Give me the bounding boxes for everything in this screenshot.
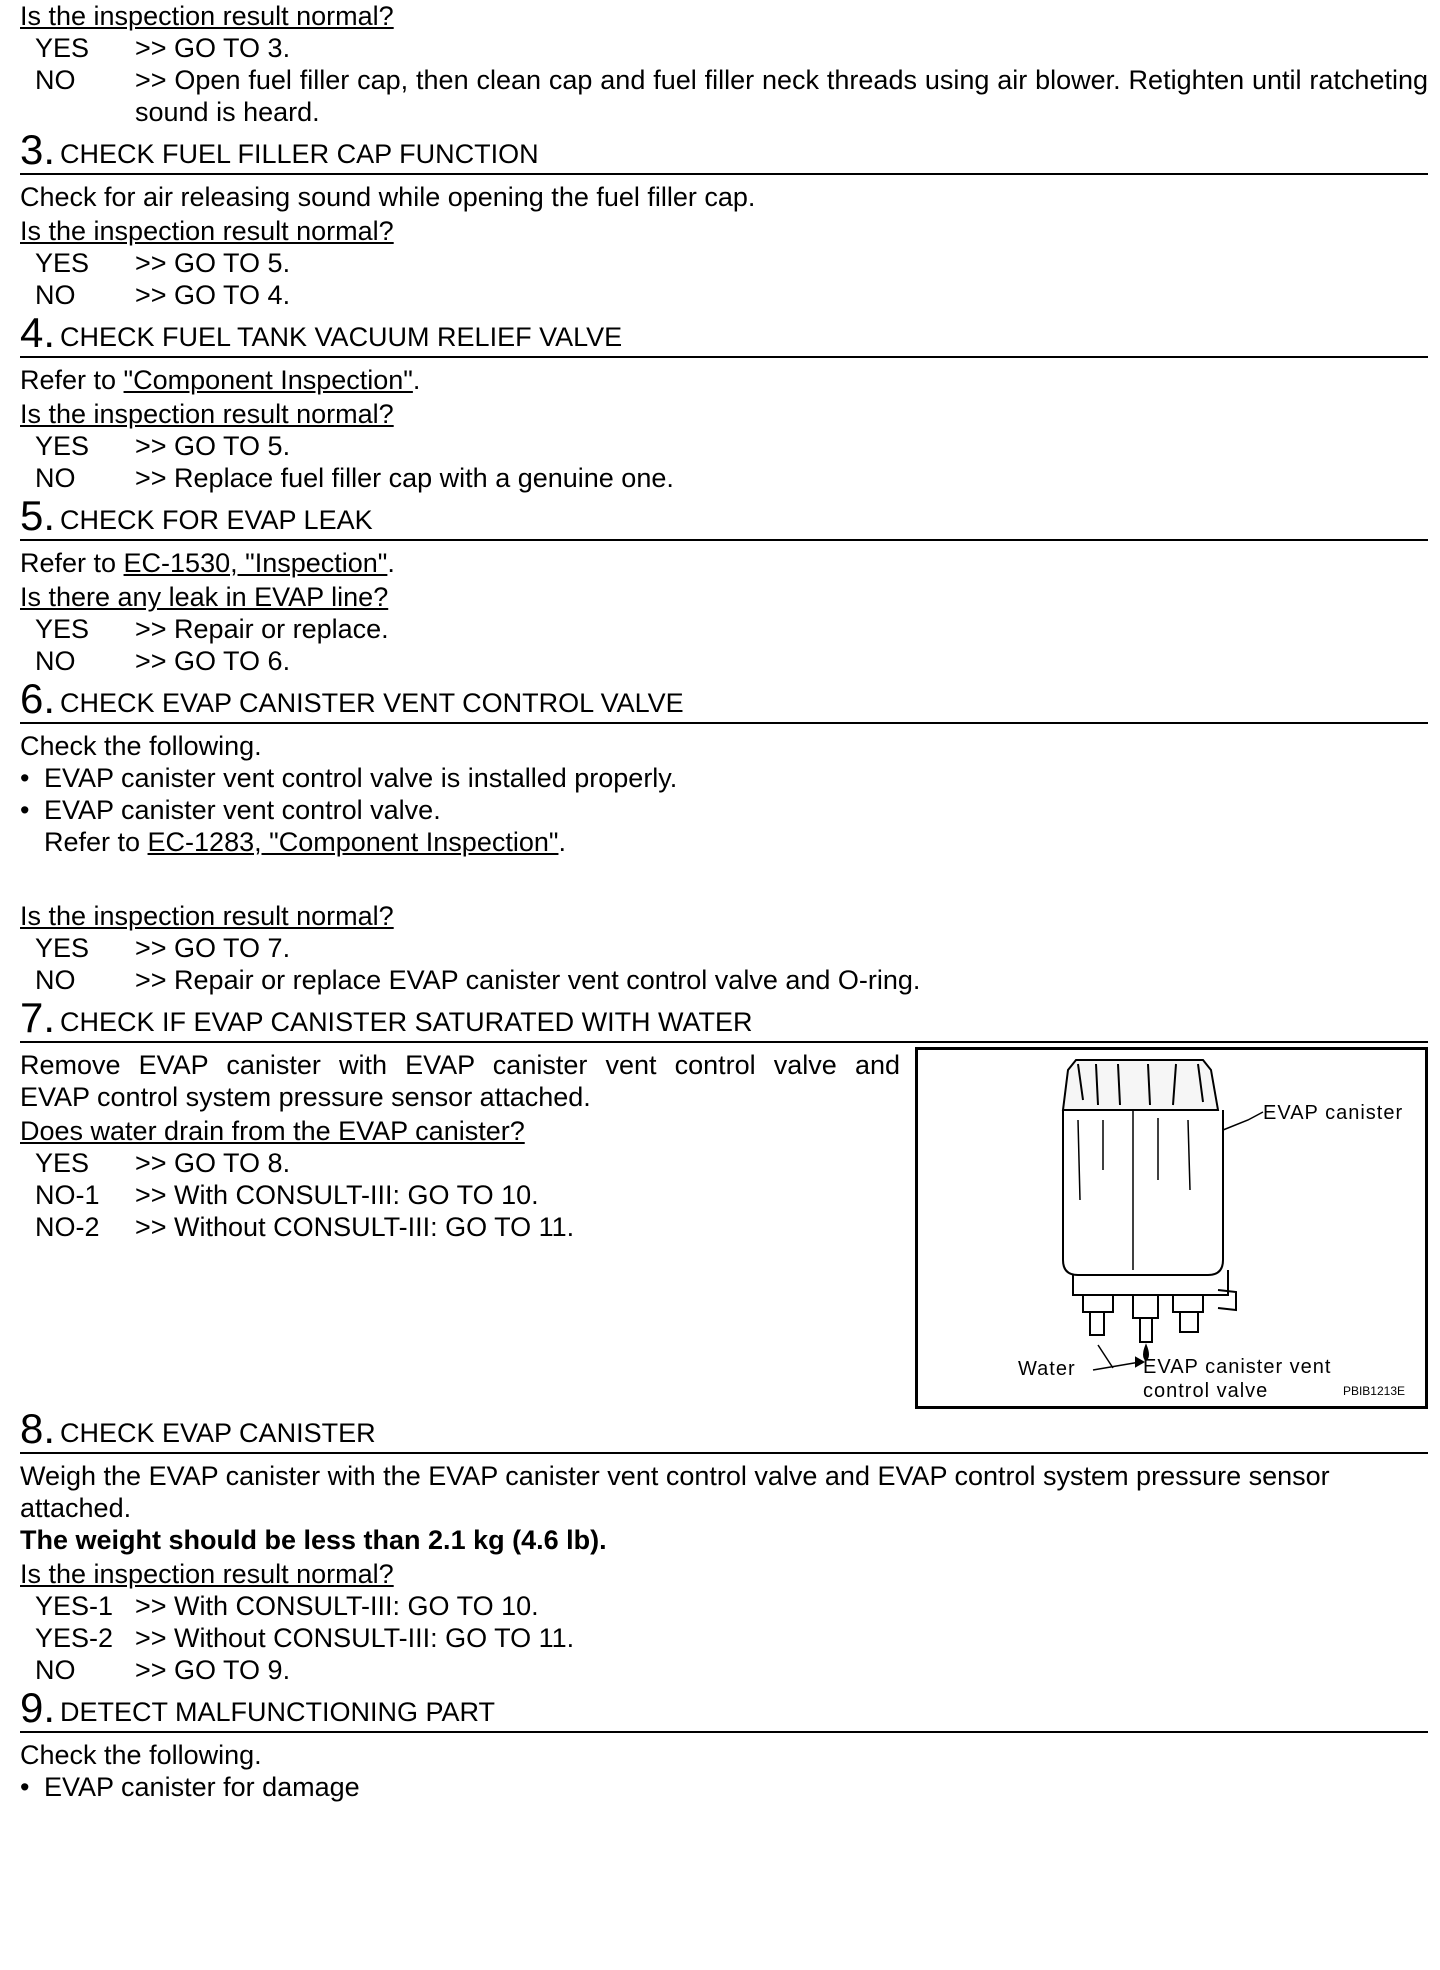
option-yes <box>20 247 1428 279</box>
option-no <box>20 279 1428 311</box>
option-yes-1 <box>20 1590 1428 1622</box>
option-key: YES-2 <box>35 1623 114 1653</box>
option-yes <box>20 932 1428 964</box>
label-valve-line1: EVAP canister vent <box>1143 1356 1332 1378</box>
option-no <box>20 462 1428 494</box>
option-action: >> GO TO 6. <box>135 646 291 676</box>
option-key: NO <box>35 965 76 995</box>
label-water: Water <box>1018 1358 1076 1380</box>
step-number: 7. <box>20 994 56 1041</box>
step-number: 9. <box>20 1684 56 1731</box>
step-title: CHECK FOR EVAP LEAK <box>60 505 373 535</box>
option-key: NO <box>35 65 76 95</box>
option-key: NO <box>35 646 76 676</box>
option-no <box>20 645 1428 677</box>
step-text: Check the following. <box>20 1740 262 1770</box>
option-key: NO <box>35 280 76 310</box>
ec-1283-link[interactable]: EC-1283, "Component Inspection" <box>147 827 559 857</box>
step-number: 6. <box>20 675 56 722</box>
step-title: CHECK FUEL FILLER CAP FUNCTION <box>60 139 539 169</box>
step-text: Remove EVAP canister with EVAP canister vent control valve and <box>20 1050 900 1080</box>
option-action: >> Without CONSULT-III: GO TO 11. <box>135 1623 575 1653</box>
step7-text-column <box>20 1049 900 1409</box>
question: Is the inspection result normal? <box>20 216 394 246</box>
refer-text: Refer to <box>20 365 124 395</box>
refer-line <box>20 826 1428 858</box>
option-key: YES <box>35 933 90 963</box>
step-header-9 <box>20 1686 1428 1733</box>
option-yes <box>20 1147 900 1179</box>
option-no <box>20 964 1428 996</box>
option-no <box>20 1654 1428 1686</box>
option-action: >> GO TO 5. <box>135 431 291 461</box>
option-key: YES <box>35 248 90 278</box>
option-key: YES-1 <box>35 1591 114 1621</box>
step-text: EVAP control system pressure sensor attached. <box>20 1082 591 1112</box>
figure-id: PBIB1213E <box>1342 1384 1405 1398</box>
bullet-icon: • <box>20 795 30 825</box>
step-header-7 <box>20 996 1428 1043</box>
option-key: NO <box>35 1655 76 1685</box>
step-header-3 <box>20 128 1428 175</box>
option-key: NO-1 <box>35 1180 100 1210</box>
refer-text: Refer to <box>44 827 148 857</box>
step-title: CHECK IF EVAP CANISTER SATURATED WITH WATER <box>60 1007 753 1037</box>
step-header-8 <box>20 1407 1428 1454</box>
step7-body <box>20 1049 1428 1409</box>
bullet-item <box>20 794 1428 826</box>
evap-canister-figure <box>915 1047 1428 1409</box>
refer-text: Refer to <box>20 548 124 578</box>
option-action: >> GO TO 7. <box>135 933 291 963</box>
option-no <box>20 64 1428 128</box>
step-title: DETECT MALFUNCTIONING PART <box>60 1697 496 1727</box>
option-action: >> GO TO 8. <box>135 1148 291 1178</box>
step-header-5 <box>20 494 1428 541</box>
option-action: >> With CONSULT-III: GO TO 10. <box>135 1591 539 1621</box>
refer-line <box>20 364 1428 396</box>
option-action: >> Replace fuel filler cap with a genuine one. <box>135 463 674 493</box>
step-title: CHECK EVAP CANISTER VENT CONTROL VALVE <box>60 688 684 718</box>
step-text: Check for air releasing sound while opening the fuel filler cap. <box>20 182 756 212</box>
step-header-4 <box>20 311 1428 358</box>
option-action: >> GO TO 4. <box>135 280 291 310</box>
question: Is the inspection result normal? <box>20 1559 394 1589</box>
step-title: CHECK EVAP CANISTER <box>60 1418 376 1448</box>
option-key: YES <box>35 614 90 644</box>
bullet-icon: • <box>20 1772 30 1802</box>
bullet-text: EVAP canister vent control valve. <box>44 795 441 825</box>
step-number: 8. <box>20 1405 56 1452</box>
refer-end: . <box>412 365 421 395</box>
step-text: Weigh the EVAP canister with the EVAP canister vent control valve and EVAP control system pressure sensor attached. <box>20 1461 1330 1523</box>
refer-end: . <box>387 548 395 578</box>
question: Is there any leak in EVAP line? <box>20 582 389 612</box>
option-action: >> GO TO 9. <box>135 1655 291 1685</box>
bullet-text: EVAP canister vent control valve is installed properly. <box>44 763 678 793</box>
option-yes-2 <box>20 1622 1428 1654</box>
option-key: NO <box>35 463 76 493</box>
refer-line <box>20 547 1428 579</box>
step-number: 4. <box>20 309 56 356</box>
option-action: >> Repair or replace. <box>135 614 389 644</box>
weight-spec: The weight should be less than 2.1 kg (4.6 lb). <box>20 1525 607 1555</box>
ec-1530-link[interactable]: EC-1530, "Inspection" <box>123 548 388 578</box>
bullet-item <box>20 1771 1428 1803</box>
option-action: >> Open fuel filler cap, then clean cap and fuel filler neck threads using air blower. Retighten until ratcheting sound is heard. <box>135 65 1428 127</box>
option-action: >> GO TO 5. <box>135 248 291 278</box>
option-key: YES <box>35 431 90 461</box>
option-key: NO-2 <box>35 1212 100 1242</box>
option-action: >> With CONSULT-III: GO TO 10. <box>135 1180 539 1210</box>
question-step2: Is the inspection result normal? <box>20 1 394 31</box>
option-yes <box>20 430 1428 462</box>
option-action: >> Without CONSULT-III: GO TO 11. <box>135 1212 575 1242</box>
option-key: YES <box>35 1148 90 1178</box>
option-action: >> GO TO 3. <box>135 33 291 63</box>
bullet-item <box>20 762 1428 794</box>
option-yes <box>20 32 1428 64</box>
option-no-1 <box>20 1179 900 1211</box>
step-title: CHECK FUEL TANK VACUUM RELIEF VALVE <box>60 322 623 352</box>
label-evap-canister: EVAP canister <box>1263 1102 1404 1124</box>
label-valve-line2: control valve <box>1143 1380 1269 1402</box>
refer-end: . <box>558 827 566 857</box>
option-key: YES <box>35 33 90 63</box>
question: Does water drain from the EVAP canister? <box>20 1116 525 1146</box>
question: Is the inspection result normal? <box>20 901 394 931</box>
step-header-6 <box>20 677 1428 724</box>
document-page <box>20 0 1428 1803</box>
step-text: Check the following. <box>20 731 262 761</box>
bullet-text: EVAP canister for damage <box>44 1772 360 1802</box>
step-number: 5. <box>20 492 56 539</box>
option-action: >> Repair or replace EVAP canister vent control valve and O-ring. <box>135 965 921 995</box>
step-number: 3. <box>20 126 56 173</box>
option-yes <box>20 613 1428 645</box>
question: Is the inspection result normal? <box>20 399 394 429</box>
option-no-2 <box>20 1211 900 1243</box>
bullet-icon: • <box>20 763 30 793</box>
component-inspection-link[interactable]: "Component Inspection" <box>123 365 413 395</box>
